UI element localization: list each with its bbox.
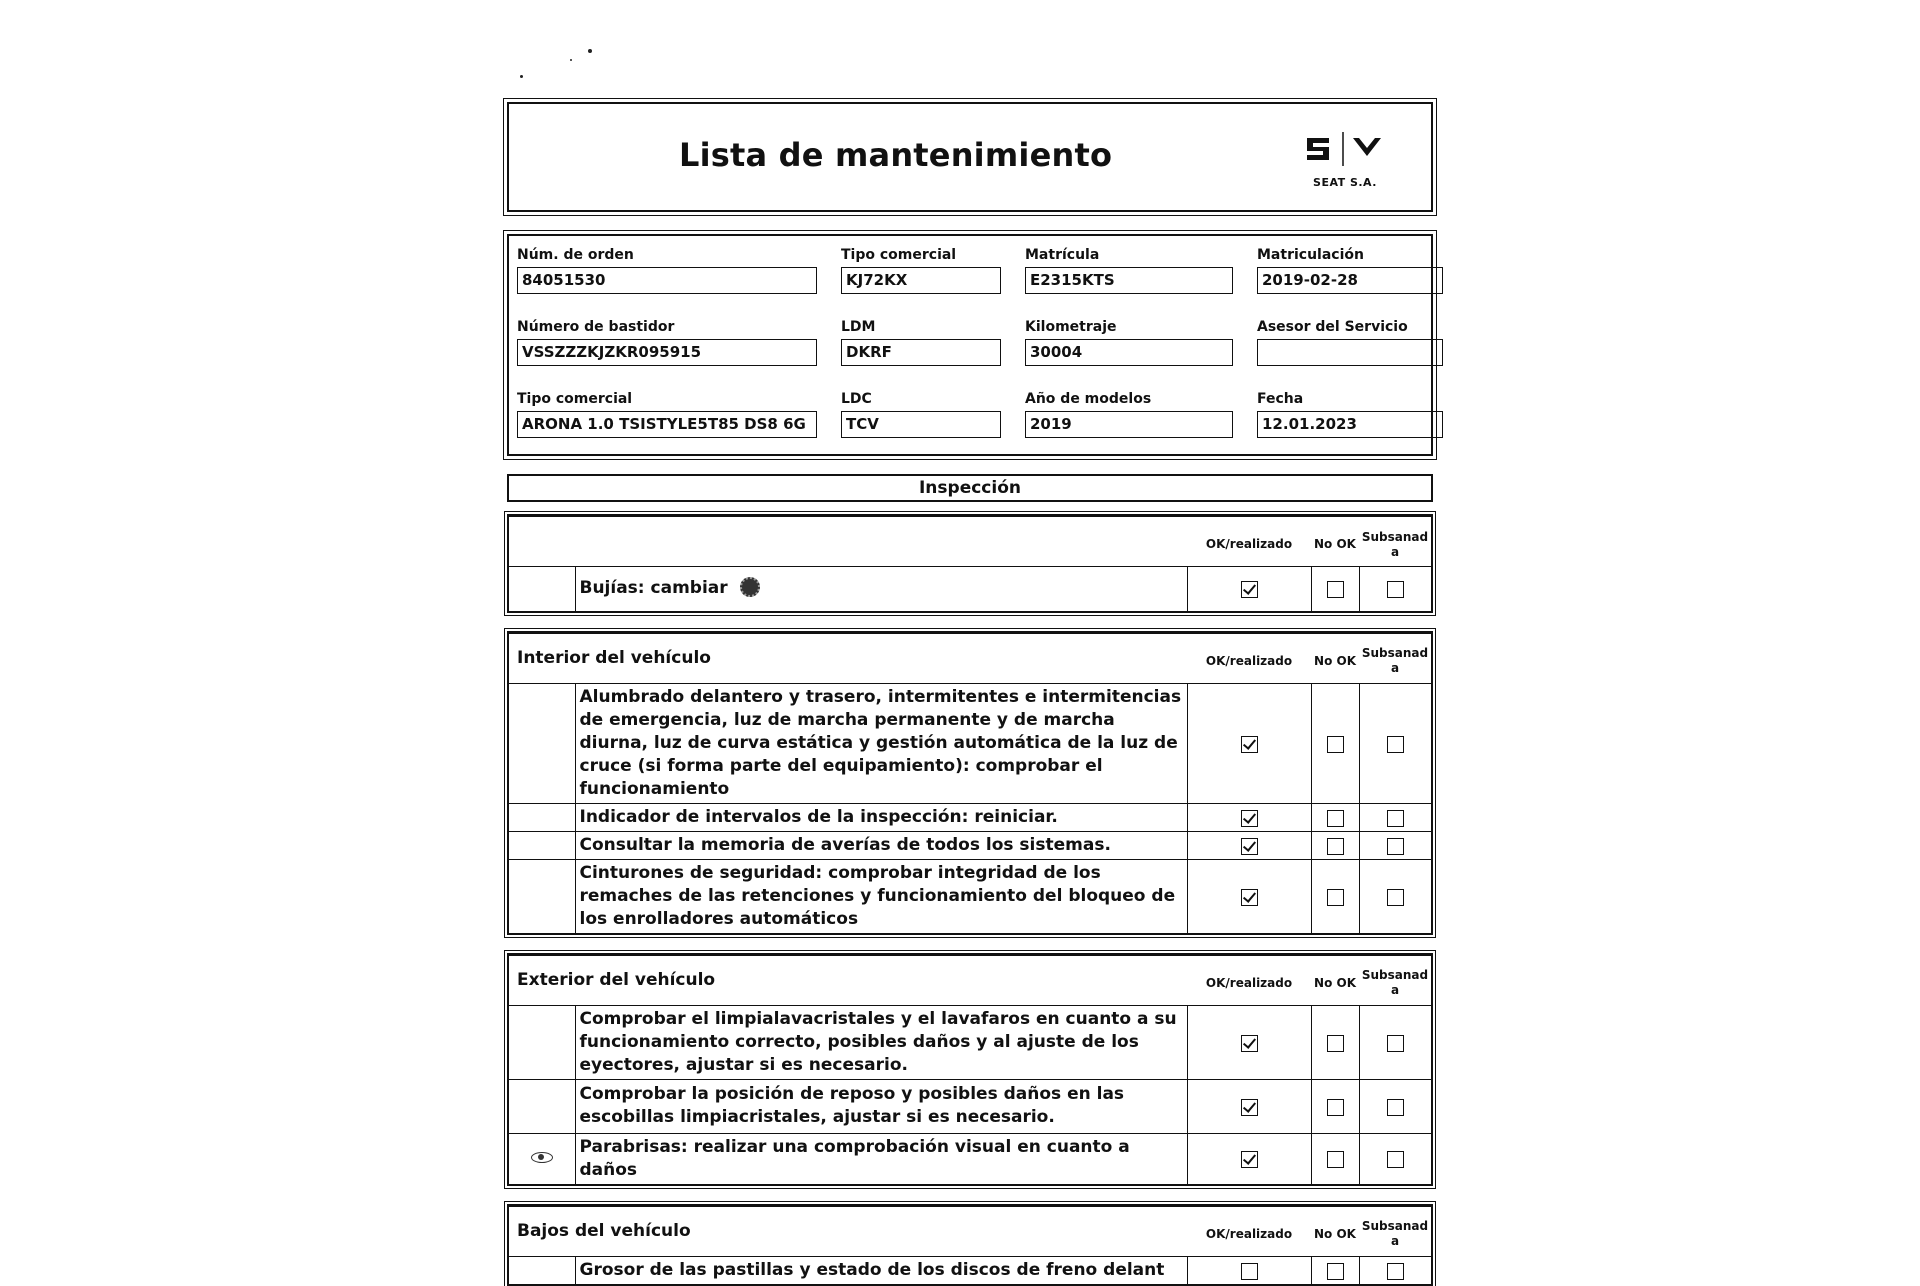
checkbox-no-ok-cell: [1311, 567, 1359, 611]
section-title: Inspección: [507, 474, 1433, 502]
checkbox-no-ok-cell: [1311, 859, 1359, 933]
col-header-subsanada: Subsanad a: [1359, 517, 1431, 567]
field-label: Tipo comercial: [517, 391, 633, 407]
item-text: Cinturones de seguridad: comprobar integridad de los remaches de las retenciones y funcionamiento del bloqueo de los enrolladores automáticos: [579, 862, 1176, 929]
checkbox-subsanada[interactable]: [1387, 581, 1404, 598]
item-description: [575, 1079, 1187, 1133]
checkbox-subsanada[interactable]: [1387, 810, 1404, 827]
item-description: [575, 859, 1187, 933]
seat-cupra-logo-icon: [1297, 126, 1393, 174]
vehicle-field: [1025, 314, 1233, 380]
checkbox-no-ok-cell: [1311, 1256, 1359, 1284]
checkbox-subsanada-cell: [1359, 803, 1431, 831]
checkbox-ok[interactable]: [1241, 1151, 1258, 1168]
row-icon-cell: [509, 803, 575, 831]
item-text: Alumbrado delantero y trasero, intermitentes e intermitencias de emergencia, luz de marcha permanente y de marcha diurna, luz de curva estática y gestión automática de la luz de cruce (si forma parte del equipamiento): comprobar el funcionamiento: [579, 686, 1182, 799]
row-icon-cell: [509, 567, 575, 611]
checkbox-ok-cell: [1187, 859, 1311, 933]
vehicle-field: [841, 386, 1001, 452]
checkbox-subsanada[interactable]: [1387, 736, 1404, 753]
checkbox-ok[interactable]: [1241, 889, 1258, 906]
checkbox-subsanada[interactable]: [1387, 838, 1404, 855]
item-description: [575, 803, 1187, 831]
check-group: [507, 514, 1433, 613]
checkbox-ok-cell: [1187, 1005, 1311, 1079]
vehicle-field: [1025, 386, 1233, 452]
field-label: Número de bastidor: [517, 319, 675, 335]
row-icon-cell: [509, 1133, 575, 1184]
col-header-no-ok: No OK: [1311, 517, 1359, 567]
checkbox-no-ok-cell: [1311, 803, 1359, 831]
checkbox-no-ok[interactable]: [1327, 1099, 1344, 1116]
group-title: [509, 517, 1187, 567]
checklist-row: [509, 831, 1431, 859]
group-title: Bajos del vehículo: [509, 1206, 1187, 1256]
col-header-no-ok: No OK: [1311, 1206, 1359, 1256]
field-value: ARONA 1.0 TSISTYLE5T85 DS8 6G: [517, 411, 817, 438]
checklist-row: [509, 859, 1431, 933]
title-box: [507, 102, 1433, 212]
checkbox-ok-cell: [1187, 1079, 1311, 1133]
table-header-row: [509, 1206, 1431, 1256]
item-description: [575, 1133, 1187, 1184]
checkbox-ok[interactable]: [1241, 1035, 1258, 1052]
checkbox-no-ok-cell: [1311, 1079, 1359, 1133]
checkbox-ok[interactable]: [1241, 1099, 1258, 1116]
checkbox-subsanada-cell: [1359, 1133, 1431, 1184]
checkbox-subsanada-cell: [1359, 1256, 1431, 1284]
vehicle-field: [517, 386, 817, 452]
checkbox-no-ok-cell: [1311, 683, 1359, 803]
field-value: 2019-02-28: [1257, 267, 1443, 294]
checkbox-subsanada-cell: [1359, 1079, 1431, 1133]
checkbox-no-ok[interactable]: [1327, 736, 1344, 753]
col-header-ok: OK/realizado: [1187, 517, 1311, 567]
eye-icon: [531, 1150, 553, 1164]
checkbox-no-ok[interactable]: [1327, 1035, 1344, 1052]
checkbox-ok-cell: [1187, 1133, 1311, 1184]
item-text: Comprobar el limpialavacristales y el lavafaros en cuanto a su funcionamiento correcto, posibles daños y al ajuste de los eyectores, ajustar si es necesario.: [579, 1008, 1177, 1075]
field-label: Asesor del Servicio: [1257, 319, 1408, 335]
vehicle-info: [507, 234, 1433, 456]
vehicle-field: [1025, 242, 1233, 308]
checkbox-no-ok[interactable]: [1327, 1263, 1344, 1280]
vehicle-field: [1257, 386, 1443, 452]
field-value: DKRF: [841, 339, 1001, 366]
checkbox-no-ok-cell: [1311, 831, 1359, 859]
field-value: 84051530: [517, 267, 817, 294]
checkbox-subsanada[interactable]: [1387, 1099, 1404, 1116]
item-description: [575, 1256, 1187, 1284]
checklist-row: [509, 1256, 1431, 1284]
field-value: KJ72KX: [841, 267, 1001, 294]
vehicle-field: [841, 314, 1001, 380]
checkbox-ok[interactable]: [1241, 736, 1258, 753]
field-label: Matriculación: [1257, 247, 1364, 263]
checkbox-no-ok-cell: [1311, 1133, 1359, 1184]
field-value: 30004: [1025, 339, 1233, 366]
checkbox-subsanada[interactable]: [1387, 1035, 1404, 1052]
checkbox-ok[interactable]: [1241, 810, 1258, 827]
item-text: Bujías: cambiar: [579, 578, 728, 599]
checkbox-subsanada[interactable]: [1387, 1151, 1404, 1168]
checkbox-ok-cell: [1187, 803, 1311, 831]
checkbox-subsanada-cell: [1359, 859, 1431, 933]
checklist-row: [509, 683, 1431, 803]
item-text: Parabrisas: realizar una comprobación visual en cuanto a daños: [579, 1136, 1130, 1180]
item-text: Grosor de las pastillas y estado de los discos de freno delant: [579, 1259, 1165, 1280]
checklist-row: [509, 803, 1431, 831]
check-table: [509, 955, 1431, 1184]
check-table: [509, 633, 1431, 933]
checkbox-ok[interactable]: [1241, 838, 1258, 855]
check-group: [507, 953, 1433, 1186]
vehicle-field: [1257, 242, 1443, 308]
vehicle-field: [1257, 314, 1443, 380]
checkbox-ok-cell: [1187, 683, 1311, 803]
document-title: Lista de mantenimiento: [679, 136, 1113, 174]
checkbox-ok[interactable]: [1241, 1263, 1258, 1280]
col-header-subsanada: Subsanad a: [1359, 955, 1431, 1005]
checklist-row: [509, 1079, 1431, 1133]
vehicle-field: [841, 242, 1001, 308]
field-label: Año de modelos: [1025, 391, 1152, 407]
item-text: Consultar la memoria de averías de todos los sistemas.: [579, 834, 1111, 855]
field-label: Kilometraje: [1025, 319, 1117, 335]
table-header-row: [509, 633, 1431, 683]
group-title: Exterior del vehículo: [509, 955, 1187, 1005]
checkbox-no-ok[interactable]: [1327, 838, 1344, 855]
checkbox-no-ok[interactable]: [1327, 1151, 1344, 1168]
item-description: [575, 831, 1187, 859]
table-header-row: [509, 955, 1431, 1005]
checklist-row: [509, 1133, 1431, 1184]
col-header-no-ok: No OK: [1311, 955, 1359, 1005]
row-icon-cell: [509, 831, 575, 859]
checklist-row: [509, 1005, 1431, 1079]
field-value: VSSZZZKJZKR095915: [517, 339, 817, 366]
check-table: [509, 516, 1431, 611]
table-header-row: [509, 517, 1431, 567]
col-header-ok: OK/realizado: [1187, 1206, 1311, 1256]
field-label: Fecha: [1257, 391, 1304, 407]
field-value: [1257, 339, 1443, 366]
field-label: Matrícula: [1025, 247, 1100, 263]
checkbox-no-ok[interactable]: [1327, 810, 1344, 827]
checkbox-subsanada[interactable]: [1387, 1263, 1404, 1280]
item-description: [575, 567, 1187, 611]
checkbox-ok-cell: [1187, 831, 1311, 859]
field-label: Núm. de orden: [517, 247, 634, 263]
row-icon-cell: [509, 1005, 575, 1079]
logo-caption: SEAT S.A.: [1313, 176, 1377, 189]
maintenance-document: [507, 102, 1433, 1286]
check-table: [509, 1206, 1431, 1284]
item-text: Indicador de intervalos de la inspección: reiniciar.: [579, 806, 1058, 827]
col-header-subsanada: Subsanad a: [1359, 1206, 1431, 1256]
checklist-row: [509, 567, 1431, 611]
item-description: [575, 1005, 1187, 1079]
seat-cupra-logo: [1297, 126, 1393, 196]
check-group: [507, 631, 1433, 935]
scan-specks: [520, 45, 600, 85]
row-icon-cell: [509, 859, 575, 933]
field-label: Tipo comercial: [841, 247, 957, 263]
row-icon-cell: [509, 1256, 575, 1284]
field-label: LDC: [841, 391, 872, 407]
checkbox-ok-cell: [1187, 1256, 1311, 1284]
checkbox-subsanada-cell: [1359, 1005, 1431, 1079]
checkbox-subsanada[interactable]: [1387, 889, 1404, 906]
group-title: Interior del vehículo: [509, 633, 1187, 683]
vehicle-field: [517, 314, 817, 380]
checkbox-no-ok[interactable]: [1327, 581, 1344, 598]
checkbox-subsanada-cell: [1359, 831, 1431, 859]
checkbox-ok-cell: [1187, 567, 1311, 611]
field-value: TCV: [841, 411, 1001, 438]
gear-icon: [740, 577, 760, 597]
checkbox-subsanada-cell: [1359, 567, 1431, 611]
item-text: Comprobar la posición de reposo y posibles daños en las escobillas limpiacristales, ajustar si es necesario.: [579, 1084, 1125, 1127]
col-header-no-ok: No OK: [1311, 633, 1359, 683]
checkbox-no-ok-cell: [1311, 1005, 1359, 1079]
vehicle-field: [517, 242, 817, 308]
checkbox-subsanada-cell: [1359, 683, 1431, 803]
col-header-subsanada: Subsanad a: [1359, 633, 1431, 683]
field-value: E2315KTS: [1025, 267, 1233, 294]
col-header-ok: OK/realizado: [1187, 955, 1311, 1005]
field-value: 12.01.2023: [1257, 411, 1443, 438]
row-icon-cell: [509, 683, 575, 803]
col-header-ok: OK/realizado: [1187, 633, 1311, 683]
row-icon-cell: [509, 1079, 575, 1133]
item-description: [575, 683, 1187, 803]
check-group: [507, 1204, 1433, 1286]
field-value: 2019: [1025, 411, 1233, 438]
checkbox-no-ok[interactable]: [1327, 889, 1344, 906]
field-label: LDM: [841, 319, 876, 335]
checkbox-ok[interactable]: [1241, 581, 1258, 598]
